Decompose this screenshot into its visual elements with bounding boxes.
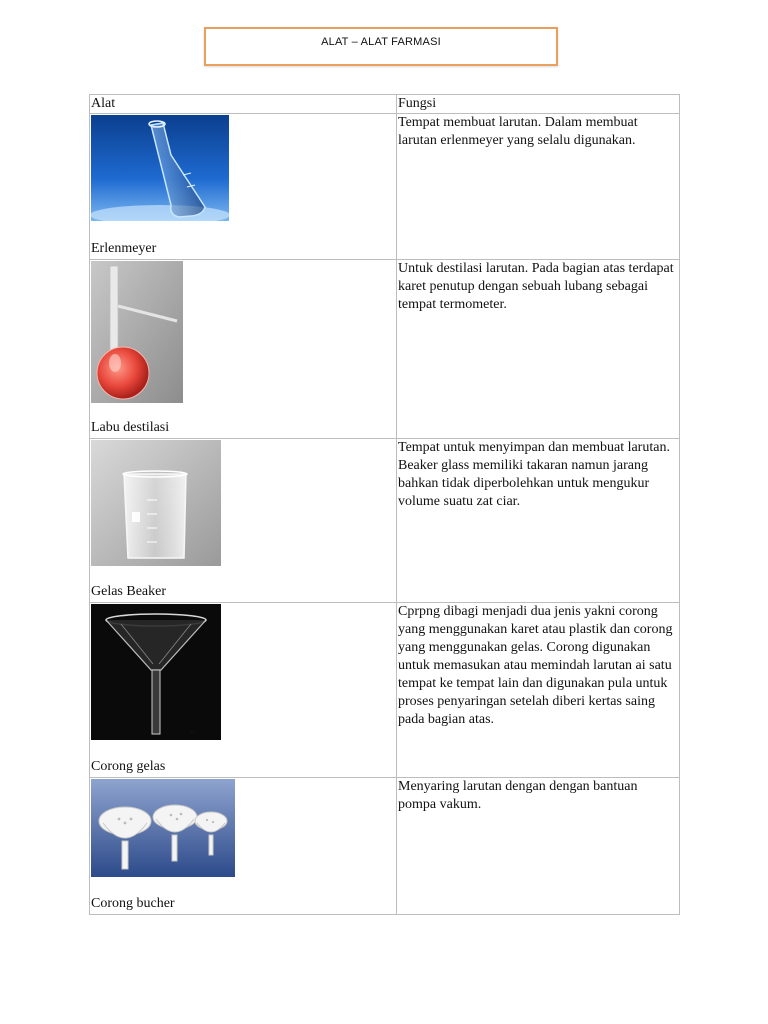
fungsi-cell: Menyaring larutan dengan dengan bantuan pompa vakum.	[397, 778, 680, 915]
table-header-row	[90, 95, 680, 114]
alat-cell	[90, 778, 397, 915]
erlenmeyer-flask-photo	[91, 115, 229, 221]
alat-name: Erlenmeyer	[91, 241, 157, 256]
alat-cell	[90, 439, 397, 603]
table-row	[90, 778, 680, 915]
alat-name: Labu destilasi	[91, 420, 170, 435]
distillation-flask-photo	[91, 261, 183, 403]
table-row	[90, 603, 680, 778]
alat-name: Corong bucher	[91, 896, 175, 911]
alat-cell	[90, 114, 397, 260]
alat-cell	[90, 603, 397, 778]
alat-cell	[90, 260, 397, 439]
header-fungsi: Fungsi	[397, 95, 680, 114]
alat-name: Corong gelas	[91, 759, 166, 774]
table-row	[90, 114, 680, 260]
table-row	[90, 260, 680, 439]
svg-text:. .: . .	[191, 728, 195, 733]
page-title: ALAT – ALAT FARMASI	[321, 35, 441, 48]
alat-name: Gelas Beaker	[91, 584, 167, 599]
title-box	[204, 27, 558, 66]
fungsi-cell: Untuk destilasi larutan. Pada bagian atas terdapat karet penutup dengan sebuah lubang sebagai tempat termometer.	[397, 260, 680, 439]
fungsi-cell: Cprpng dibagi menjadi dua jenis yakni corong yang menggunakan karet atau plastik dan corong yang menggunakan gelas. Corong digunakan untuk memasukan atau memindah larutan ai satu tempat ke tempat lain dan digunakan pula untuk proses penyaringan setelah diberi kertas saing pada bagian atas.	[397, 603, 680, 778]
header-alat: Alat	[90, 95, 397, 114]
fungsi-cell: Tempat untuk menyimpan dan membuat larutan. Beaker glass memiliki takaran namun jarang bahkan tidak diperbolehkan untuk mengukur volume suatu zat ciar.	[397, 439, 680, 603]
instrument-table	[89, 94, 680, 915]
table-row	[90, 439, 680, 603]
glass-funnel-photo	[91, 604, 221, 740]
buchner-funnel-photo	[91, 779, 235, 877]
fungsi-cell: Tempat membuat larutan. Dalam membuat larutan erlenmeyer yang selalu digunakan.	[397, 114, 680, 260]
beaker-photo	[91, 440, 221, 566]
